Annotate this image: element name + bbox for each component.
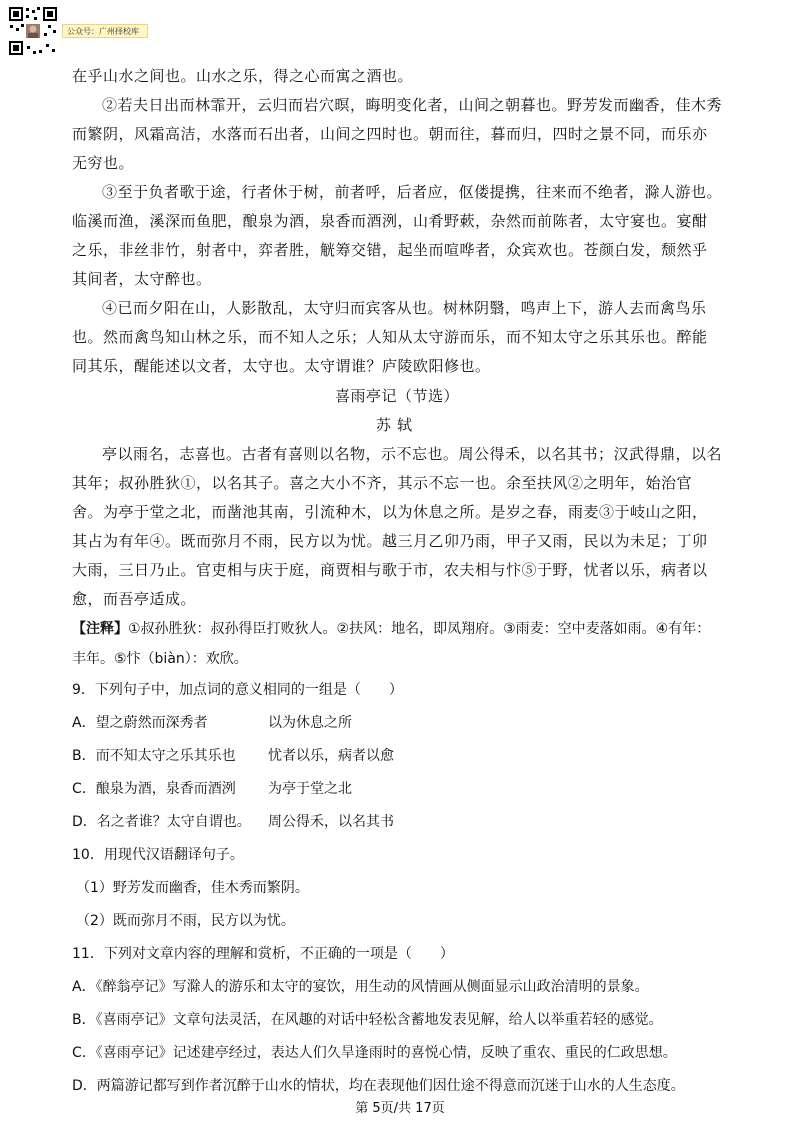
document-body xyxy=(72,62,722,1103)
option-left: D．名之者谁？太守自谓也。 xyxy=(72,814,251,830)
option-right: 周公得禾，以名其书 xyxy=(268,814,394,830)
question-11-stem: 11．下列对文章内容的理解和赏析，不正确的一项是（ ） xyxy=(72,946,454,962)
passage2-body: 亭以雨名，志喜也。古者有喜则以名物，示不忘也。周公得禾，以名其书；汉武得鼎，以名其年；叔孙胜狄①，以名其子。喜之大小不齐，其示不忘一也。余至扶风②之明年，始治官舍。为亭于堂之北，而凿池其南，引流种木，以为休息之所。是岁之春，雨麦③于岐山之阳，其占为有年④。既而弥月不雨，民方以为忧。越三月乙卯乃雨，甲子又雨，民以为未足；丁卯大雨，三日乃止。官吏相与庆于庭，商贾相与歌于市，农夫相与忭⑤于野，忧者以乐，病者以愈，而吾亭适成。 xyxy=(72,445,723,608)
option-left: A．望之蔚然而深秀者 xyxy=(72,715,208,731)
question-9-option-d[interactable] xyxy=(72,806,722,839)
passage1-line: 在乎山水之间也。山水之乐，得之心而寓之酒也。 xyxy=(72,67,414,85)
annotation-label: 【注释】 xyxy=(72,621,128,637)
passage1-paragraph-2: ②若夫日出而林霏开，云归而岩穴暝，晦明变化者，山间之朝暮也。野芳发而幽香，佳木秀而繁阴，风霜高洁，水落而石出者，山间之四时也。朝而往，暮而归，四时之景不同，而乐亦无穷也。 xyxy=(72,96,723,172)
passage1-paragraph-3: ③至于负者歌于途，行者休于树，前者呼，后者应，伛偻提携，往来而不绝者，滁人游也。临溪而渔，溪深而鱼肥，酿泉为酒，泉香而酒洌，山肴野蔌，杂然而前陈者，太守宴也。宴酣之乐，非丝非竹，射者中，弈者胜，觥筹交错，起坐而喧哗者，众宾欢也。苍颜白发，颓然乎其间者，太守醉也。 xyxy=(72,183,723,288)
question-9-option-b[interactable] xyxy=(72,740,722,773)
question-10-stem: 10．用现代汉语翻译句子。 xyxy=(72,847,244,863)
passage1-paragraph-4: ④已而夕阳在山，人影散乱，太守归而宾客从也。树林阴翳，鸣声上下，游人去而禽鸟乐也。然而禽鸟知山林之乐，而不知人之乐；人知从太守游而乐，而不知太守之乐其乐也。醉能同其乐，醒能述以文者，太守也。太守谓谁？庐陵欧阳修也。 xyxy=(72,299,708,375)
question-9-option-c[interactable] xyxy=(72,773,722,806)
question-11-option-c[interactable]: C．《喜雨亭记》记述建亭经过，表达人们久旱逢雨时的喜悦心情，反映了重农、重民的仁政思想。 xyxy=(72,1045,677,1061)
question-11-option-d[interactable]: D．两篇游记都写到作者沉醉于山水的情状，均在表现他们因仕途不得意而沉迷于山水的人生态度。 xyxy=(72,1078,685,1094)
passage2-title: 喜雨亭记（节选） xyxy=(334,387,459,405)
option-right: 为亭于堂之北 xyxy=(268,781,352,797)
wechat-account-badge: 公众号：广州择校库 xyxy=(62,24,148,38)
question-11 xyxy=(72,938,722,1103)
question-10-item-2: （2）既而弥月不雨，民方以为忧。 xyxy=(76,913,295,929)
question-9 xyxy=(72,674,722,839)
option-right: 忧者以乐，病者以愈 xyxy=(268,748,394,764)
question-10-item-1: （1）野芳发而幽香，佳木秀而繁阴。 xyxy=(76,880,309,896)
option-left: C．酿泉为酒，泉香而酒洌 xyxy=(72,781,236,797)
question-10 xyxy=(72,839,722,938)
question-11-option-b[interactable]: B．《喜雨亭记》文章句法灵活，在风趣的对话中轻松含蓄地发表见解，给人以举重若轻的感觉。 xyxy=(72,1012,663,1028)
question-11-option-a[interactable]: A．《醉翁亭记》写滁人的游乐和太守的宴饮，用生动的风情画从侧面显示山政治清明的景象。 xyxy=(72,979,649,995)
question-9-stem: 9．下列句子中，加点词的意义相同的一组是（ ） xyxy=(72,682,403,698)
qr-code-image xyxy=(8,6,58,56)
annotation-text: ①叔孙胜狄：叔孙得臣打败狄人。②扶风：地名，即凤翔府。③雨麦：空中麦落如雨。④有年：丰年。⑤忭（biàn）：欢欣。 xyxy=(72,621,711,667)
passage2-author: 苏轼 xyxy=(375,416,418,434)
option-left: B．而不知太守之乐其乐也 xyxy=(72,748,236,764)
page-number: 第 5页/共 17页 xyxy=(355,1101,445,1116)
annotation-block xyxy=(72,614,722,674)
question-9-option-a[interactable] xyxy=(72,707,722,740)
option-right: 以为休息之所 xyxy=(268,715,352,731)
